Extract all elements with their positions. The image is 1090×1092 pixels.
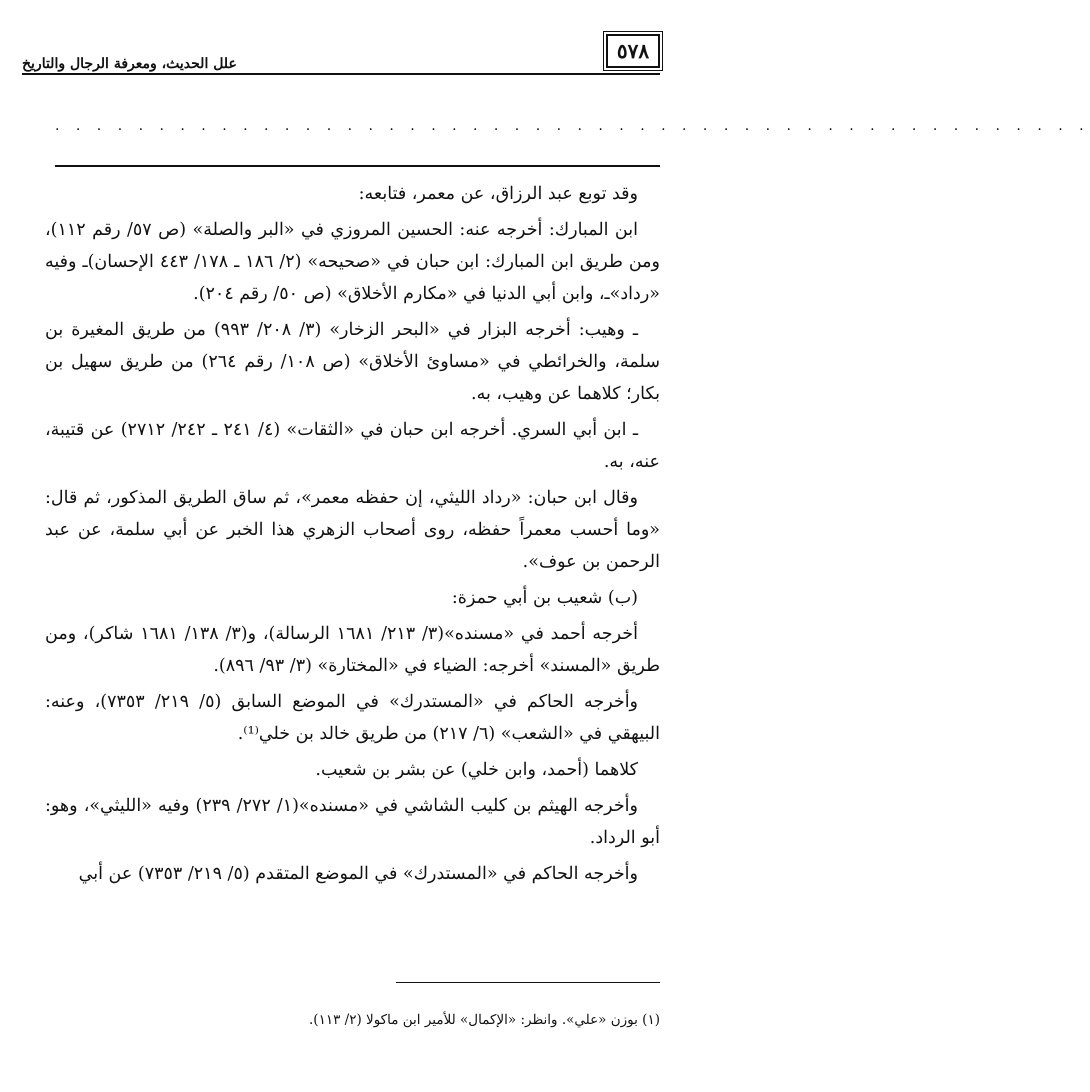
paragraph-ahmad: أخرجه أحمد في «مسنده»(٣/ ٢١٣/ ١٦٨١ الرسالة)، و(٣/ ١٣٨/ ١٦٨١ شاكر)، ومن طريق «المسند» أخرجه: الضياء في «المختارة» (٣/ ٩٣/ ٨٩٦). <box>45 624 660 676</box>
paragraph-section-b: (ب) شعيب بن أبي حمزة: <box>451 588 638 608</box>
running-title: علل الحديث، ومعرفة الرجال والتاريخ <box>22 56 237 72</box>
page-number: ٥٧٨ <box>606 34 660 68</box>
paragraph-haytham: وأخرجه الهيثم بن كليب الشاشي في «مسنده»(١/ ٢٧٢/ ٢٣٩) وفيه «الليثي»، وهو: أبو الرداد. <box>45 796 660 848</box>
header-rule <box>22 73 660 75</box>
section-rule <box>55 165 660 167</box>
page-header <box>22 34 660 74</box>
omission-dots: . . . . . . . . . . . . . . . . . . . . . . . . . . . . . . . . . . . . . . . . . . . . . . . . . . <box>55 118 1090 134</box>
footnote-rule <box>396 982 660 983</box>
paragraph-hakim: وأخرجه الحاكم في «المستدرك» في الموضع السابق (٥/ ٢١٩/ ٧٣٥٣)، وعنه: البيهقي في «الشعب» (٦/ ٢١٧) من طريق خالد بن خلي⁽¹⁾. <box>45 692 660 744</box>
paragraph-hakim-2: وأخرجه الحاكم في «المستدرك» في الموضع المتقدم (٥/ ٢١٩/ ٧٣٥٣) عن أبي <box>78 864 638 884</box>
paragraph-ibn-abi-al-sari: ـ ابن أبي السري. أخرجه ابن حبان في «الثقات» (٤/ ٢٤١ ـ ٢٤٢/ ٢٧١٢) عن قتيبة، عنه، به. <box>45 420 660 472</box>
paragraph-ibn-al-mubarak: ابن المبارك: أخرجه عنه: الحسين المروزي في «البر والصلة» (ص ٥٧/ رقم ١١٢)، ومن طريق ابن المبارك: ابن حبان في «صحيحه» (٢/ ١٨٦ ـ ١٧٨/ ٤٤٣ الإحسان)ـ وفيه «رداد»ـ، وابن أبي الدنيا في «مكارم الأخلاق» (ص ٥٠/ رقم ٢٠٤). <box>45 220 661 304</box>
footnote: (١) بوزن «علي». وانظر: «الإكمال» للأمير ابن ماكولا (٢/ ١١٣). <box>309 1012 660 1028</box>
main-text <box>45 178 660 894</box>
paragraph-ibn-hibban-said: وقال ابن حبان: «رداد الليثي، إن حفظه معمر»، ثم ساق الطريق المذكور، ثم قال: «وما أحسب معمراً حفظه، روى أصحاب الزهري هذا الخبر عن أبي سلمة، عن عبد الرحمن بن عوف». <box>45 488 660 572</box>
paragraph-intro: وقد توبع عبد الرزاق، عن معمر، فتابعه: <box>358 184 638 204</box>
paragraph-wuhayb: ـ وهيب: أخرجه البزار في «البحر الزخار» (٣/ ٢٠٨/ ٩٩٣) من طريق المغيرة بن سلمة، والخرائطي في «مساوئ الأخلاق» (ص ١٠٨/ رقم ٢٦٤) من طريق سهيل بن بكار؛ كلاهما عن وهيب، به. <box>45 320 660 404</box>
paragraph-both: كلاهما (أحمد، وابن خلي) عن بشر بن شعيب. <box>315 760 638 780</box>
